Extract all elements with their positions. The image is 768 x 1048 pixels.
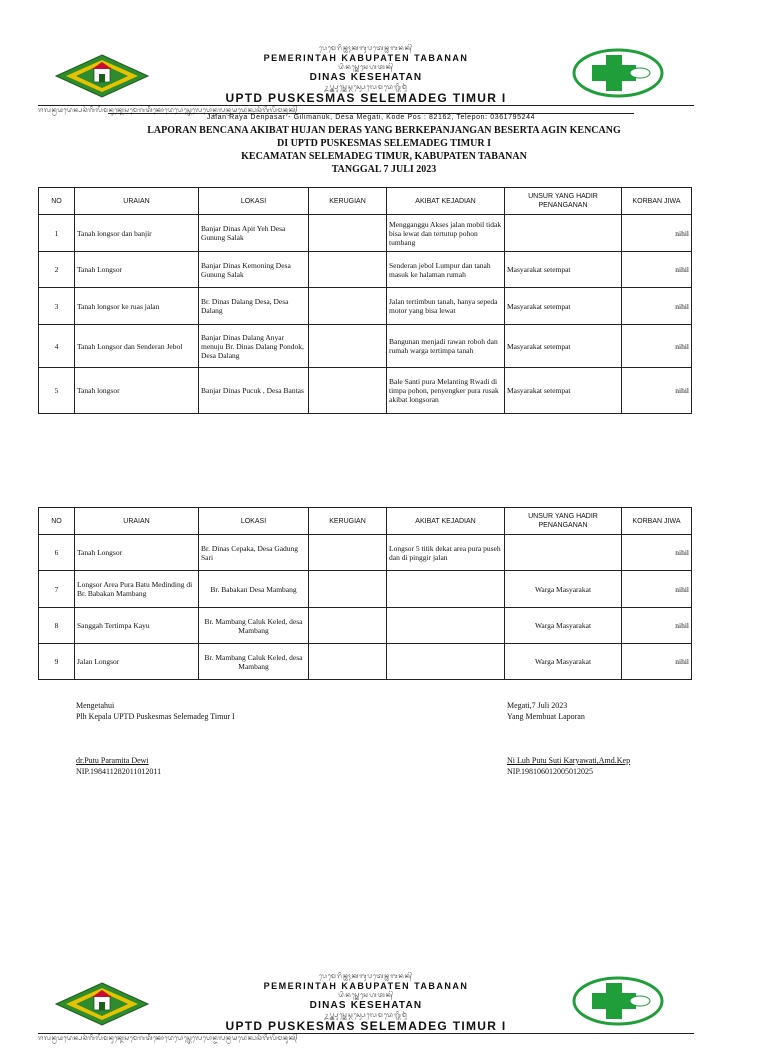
cell-akibat: Longsor 5 titik dekat area pura puseh dan di pinggir jalan [387, 535, 505, 571]
cell-korban: nihil [622, 288, 692, 325]
report-title [0, 124, 768, 176]
letterhead-address: Jalan Raya Denpasar - Gilimanuk, Desa Megati, Kode Pos : 82162, Telepon: 0361795244 [108, 113, 634, 122]
department-name: DINAS KESEHATAN [309, 1000, 423, 1011]
cell-uraian: Sanggah Tertimpa Kayu [75, 608, 199, 644]
table-row [39, 325, 692, 368]
cell-kerugian [309, 252, 387, 288]
cell-kerugian [309, 571, 387, 608]
table-row [39, 608, 692, 644]
title-line: KECAMATAN SELEMADEG TIMUR, KABUPATEN TABANAN [241, 151, 527, 162]
cell-no: 4 [39, 325, 75, 368]
signature-right [507, 700, 630, 777]
department-name: DINAS KESEHATAN [309, 72, 423, 83]
cell-no: 2 [39, 252, 75, 288]
cell-akibat [387, 571, 505, 608]
column-header: AKIBAT KEJADIAN [387, 188, 505, 215]
disaster-table-1 [38, 187, 692, 414]
tabanan-emblem-icon [54, 982, 150, 1026]
cell-uraian: Longsor Area Pura Batu Medinding di Br. Babakan Mambang [75, 571, 199, 608]
cell-korban: nihil [622, 644, 692, 680]
bali-script-line: ᬧᬾᬫᬾᬭᬶᬦ᭄ᬢᬄᬓᬩᬸᬧᬢᬾᬦ᭄ᬢᬩᬦᬦ᭄ [319, 973, 413, 980]
cell-korban: nihil [622, 325, 692, 368]
column-header: URAIAN [75, 188, 199, 215]
cell-korban: nihil [622, 215, 692, 252]
cell-kerugian [309, 288, 387, 325]
title-line: TANGGAL 7 JULI 2023 [331, 164, 437, 175]
cell-korban: nihil [622, 571, 692, 608]
column-header: NO [39, 188, 75, 215]
signature-place-date: Megati,7 Juli 2023 [507, 701, 568, 710]
unit-name: UPTD PUSKESMAS SELEMADEG TIMUR I [225, 91, 507, 105]
cell-unsur: Masyarakat setempat [505, 325, 622, 368]
cell-kerugian [309, 644, 387, 680]
signatory-name: Ni Luh Putu Suti Karyawati,Amd.Kep [507, 756, 631, 765]
cell-uraian: Tanah longsor ke ruas jalan [75, 288, 199, 325]
health-cross-logo-icon [572, 48, 664, 98]
table-row [39, 288, 692, 325]
table-row [39, 252, 692, 288]
cell-lokasi: Br. Babakan Desa Mambang [199, 571, 309, 608]
column-header: KERUGIAN [309, 508, 387, 535]
column-header: KORBAN JIWA [622, 508, 692, 535]
government-name: PEMERINTAH KABUPATEN TABANAN [263, 981, 469, 991]
cell-akibat: Mengganggu Akses jalan mobil tidak bisa lewat dan tertutup pohon tumbang [387, 215, 505, 252]
column-header: LOKASI [199, 508, 309, 535]
letterhead [38, 44, 694, 120]
column-header: NO [39, 508, 75, 535]
table-header-row [39, 188, 692, 215]
column-header: UNSUR YANG HADIR PENANGANAN [505, 188, 622, 215]
letterhead-text [188, 44, 544, 104]
cell-lokasi: Br. Mambang Caluk Keled, desa Mambang [199, 644, 309, 680]
table-row [39, 215, 692, 252]
cell-kerugian [309, 215, 387, 252]
letterhead-text [188, 972, 544, 1032]
signature-approval-label: Mengetahui [76, 701, 115, 710]
cell-unsur: Warga Masyarakat [505, 571, 622, 608]
column-header: AKIBAT KEJADIAN [387, 508, 505, 535]
cell-kerugian [309, 535, 387, 571]
cell-uraian: Tanah Longsor [75, 252, 199, 288]
cell-no: 6 [39, 535, 75, 571]
bali-script-line: ᬉᬧ᭄ᬢ᭄ᬤ᭄ᬧᬸᬲ᭄ᬓᬾᬲ᭄ᬫᬲ᭄ᬲᬾᬮᬾᬫᬤᬾᬕ᭄ᬢᬶᬫᬸᬃ [324, 84, 408, 91]
signature-left [76, 700, 235, 777]
signature-position: Plh Kepala UPTD Puskesmas Selemadeg Timur I [76, 712, 235, 721]
column-header: KERUGIAN [309, 188, 387, 215]
cell-korban: nihil [622, 535, 692, 571]
cell-akibat [387, 608, 505, 644]
bali-script-address: ᬚᬮᬦ᭄ᬭᬬᬤᬾᬦ᭄ᬧᬲᬃᬕᬶᬮᬶᬫᬦᬸᬓ᭄ᬤᬾᬲᬫᬾᬕᬢᬶᬓᭀᬤᬾᬧᭀᬲ᭄ᬢᬾᬮᬾᬧᭀᬦ᭄ᬚᬮᬦ᭄ᬭᬬᬤᬾᬦ᭄ᬧᬲᬃᬕᬶᬮᬶᬫᬦᬸᬓ᭄ [38, 105, 694, 117]
cell-unsur: Masyarakat setempat [505, 288, 622, 325]
cell-akibat: Senderan jebol Lumpur dan tanah masuk ke halaman rumah [387, 252, 505, 288]
cell-lokasi: Banjar Dinas Dalang Anyar menuju Br. Dinas Dalang Pondok, Desa Dalang [199, 325, 309, 368]
column-header: KORBAN JIWA [622, 188, 692, 215]
cell-akibat [387, 644, 505, 680]
cell-korban: nihil [622, 368, 692, 414]
cell-uraian: Tanah Longsor dan Senderan Jebol [75, 325, 199, 368]
unit-name: UPTD PUSKESMAS SELEMADEG TIMUR I [225, 1019, 507, 1033]
cell-kerugian [309, 608, 387, 644]
table-header-row [39, 508, 692, 535]
signature-position: Yang Membuat Laporan [507, 712, 585, 721]
cell-no: 9 [39, 644, 75, 680]
cell-akibat: Jalan tertimbun tanah, hanya sepeda motor yang bisa lewat [387, 288, 505, 325]
health-cross-logo-icon [572, 976, 664, 1026]
government-name: PEMERINTAH KABUPATEN TABANAN [263, 53, 469, 63]
cell-no: 1 [39, 215, 75, 252]
title-line: DI UPTD PUSKESMAS SELEMADEG TIMUR I [276, 138, 491, 149]
disaster-table-2 [38, 507, 692, 680]
cell-lokasi: Br. Mambang Caluk Keled, desa Mambang [199, 608, 309, 644]
cell-unsur [505, 215, 622, 252]
cell-akibat: Bale Santi pura Melanting Rwadi di timpa pohon, penyengker pura rusak akibat longsoran [387, 368, 505, 414]
column-header: LOKASI [199, 188, 309, 215]
bali-script-address: ᬚᬮᬦ᭄ᬭᬬᬤᬾᬦ᭄ᬧᬲᬃᬕᬶᬮᬶᬫᬦᬸᬓ᭄ᬤᬾᬲᬫᬾᬕᬢᬶᬓᭀᬤᬾᬧᭀᬲ᭄ᬢᬾᬮᬾᬧᭀᬦ᭄ᬚᬮᬦ᭄ᬭᬬᬤᬾᬦ᭄ᬧᬲᬃᬕᬶᬮᬶᬫᬦᬸᬓ᭄ [38, 1033, 694, 1045]
cell-no: 5 [39, 368, 75, 414]
cell-unsur: Masyarakat setempat [505, 368, 622, 414]
bali-script-line: ᬤᬶᬦᬲ᭄ᬓᬾᬲᬾᬳᬢᬦ᭄ [338, 992, 394, 999]
cell-uraian: Tanah Longsor [75, 535, 199, 571]
column-header: URAIAN [75, 508, 199, 535]
letterhead-next-page [38, 972, 694, 1048]
cell-unsur: Masyarakat setempat [505, 252, 622, 288]
table-row [39, 535, 692, 571]
cell-korban: nihil [622, 252, 692, 288]
cell-uraian: Tanah longsor [75, 368, 199, 414]
table-row [39, 644, 692, 680]
table-row [39, 368, 692, 414]
signatory-name: dr.Putu Paramita Dewi [76, 756, 149, 765]
signatory-nip: NIP.198411282011012011 [76, 767, 162, 776]
cell-lokasi: Br. Dinas Dalang Desa, Desa Dalang [199, 288, 309, 325]
cell-lokasi: Banjar Dinas Pucuk , Desa Bantas [199, 368, 309, 414]
cell-korban: nihil [622, 608, 692, 644]
title-line: LAPORAN BENCANA AKIBAT HUJAN DERAS YANG BERKEPANJANGAN BESERTA AGIN KENCANG [147, 125, 621, 136]
cell-no: 8 [39, 608, 75, 644]
cell-lokasi: Banjar Dinas Kemoning Desa Gunung Salak [199, 252, 309, 288]
cell-uraian: Jalan Longsor [75, 644, 199, 680]
cell-unsur [505, 535, 622, 571]
cell-kerugian [309, 325, 387, 368]
bali-script-line: ᬧᬾᬫᬾᬭᬶᬦ᭄ᬢᬄᬓᬩᬸᬧᬢᬾᬦ᭄ᬢᬩᬦᬦ᭄ [319, 45, 413, 52]
table-row [39, 571, 692, 608]
bali-script-line: ᬤᬶᬦᬲ᭄ᬓᬾᬲᬾᬳᬢᬦ᭄ [338, 64, 394, 71]
cell-uraian: Tanah longsor dan banjir [75, 215, 199, 252]
cell-unsur: Warga Masyarakat [505, 644, 622, 680]
cell-no: 3 [39, 288, 75, 325]
cell-lokasi: Br. Dinas Cepaka, Desa Gadung Sari [199, 535, 309, 571]
tabanan-emblem-icon [54, 54, 150, 98]
signatory-nip: NIP.198106012005012025 [507, 767, 594, 776]
cell-akibat: Bangunan menjadi rawan roboh dan rumah warga tertimpa tanah [387, 325, 505, 368]
cell-lokasi: Banjar Dinas Apit Yeh Desa Gunung Salak [199, 215, 309, 252]
cell-unsur: Warga Masyarakat [505, 608, 622, 644]
cell-kerugian [309, 368, 387, 414]
cell-no: 7 [39, 571, 75, 608]
column-header: UNSUR YANG HADIR PENANGANAN [505, 508, 622, 535]
bali-script-line: ᬉᬧ᭄ᬢ᭄ᬤ᭄ᬧᬸᬲ᭄ᬓᬾᬲ᭄ᬫᬲ᭄ᬲᬾᬮᬾᬫᬤᬾᬕ᭄ᬢᬶᬫᬸᬃ [324, 1012, 408, 1019]
